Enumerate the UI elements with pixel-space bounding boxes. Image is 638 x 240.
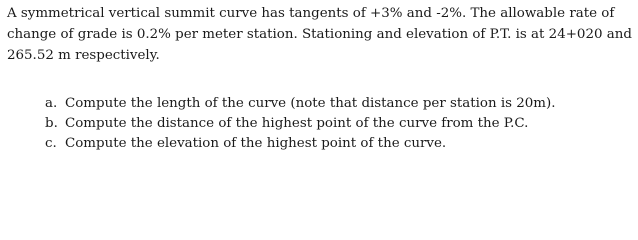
list-marker: c. — [45, 136, 57, 151]
list-item — [45, 94, 630, 114]
list-marker: b. — [45, 116, 58, 131]
question-text: Compute the distance of the highest point of the curve from the P.C. — [65, 116, 529, 131]
list-item — [45, 114, 630, 134]
list-marker: a. — [45, 96, 58, 111]
problem-statement: A symmetrical vertical summit curve has tangents of +3% and -2%. The allowable rate of change of grade is 0.2% per meter station. Stationing and elevation of P.T. is at 24+020 and 265.52 m respectively. — [7, 6, 632, 63]
question-text: Compute the length of the curve (note that distance per station is 20m). — [65, 96, 556, 111]
question-text: Compute the elevation of the highest point of the curve. — [65, 136, 447, 151]
list-item — [45, 134, 630, 154]
question-list — [45, 94, 630, 154]
